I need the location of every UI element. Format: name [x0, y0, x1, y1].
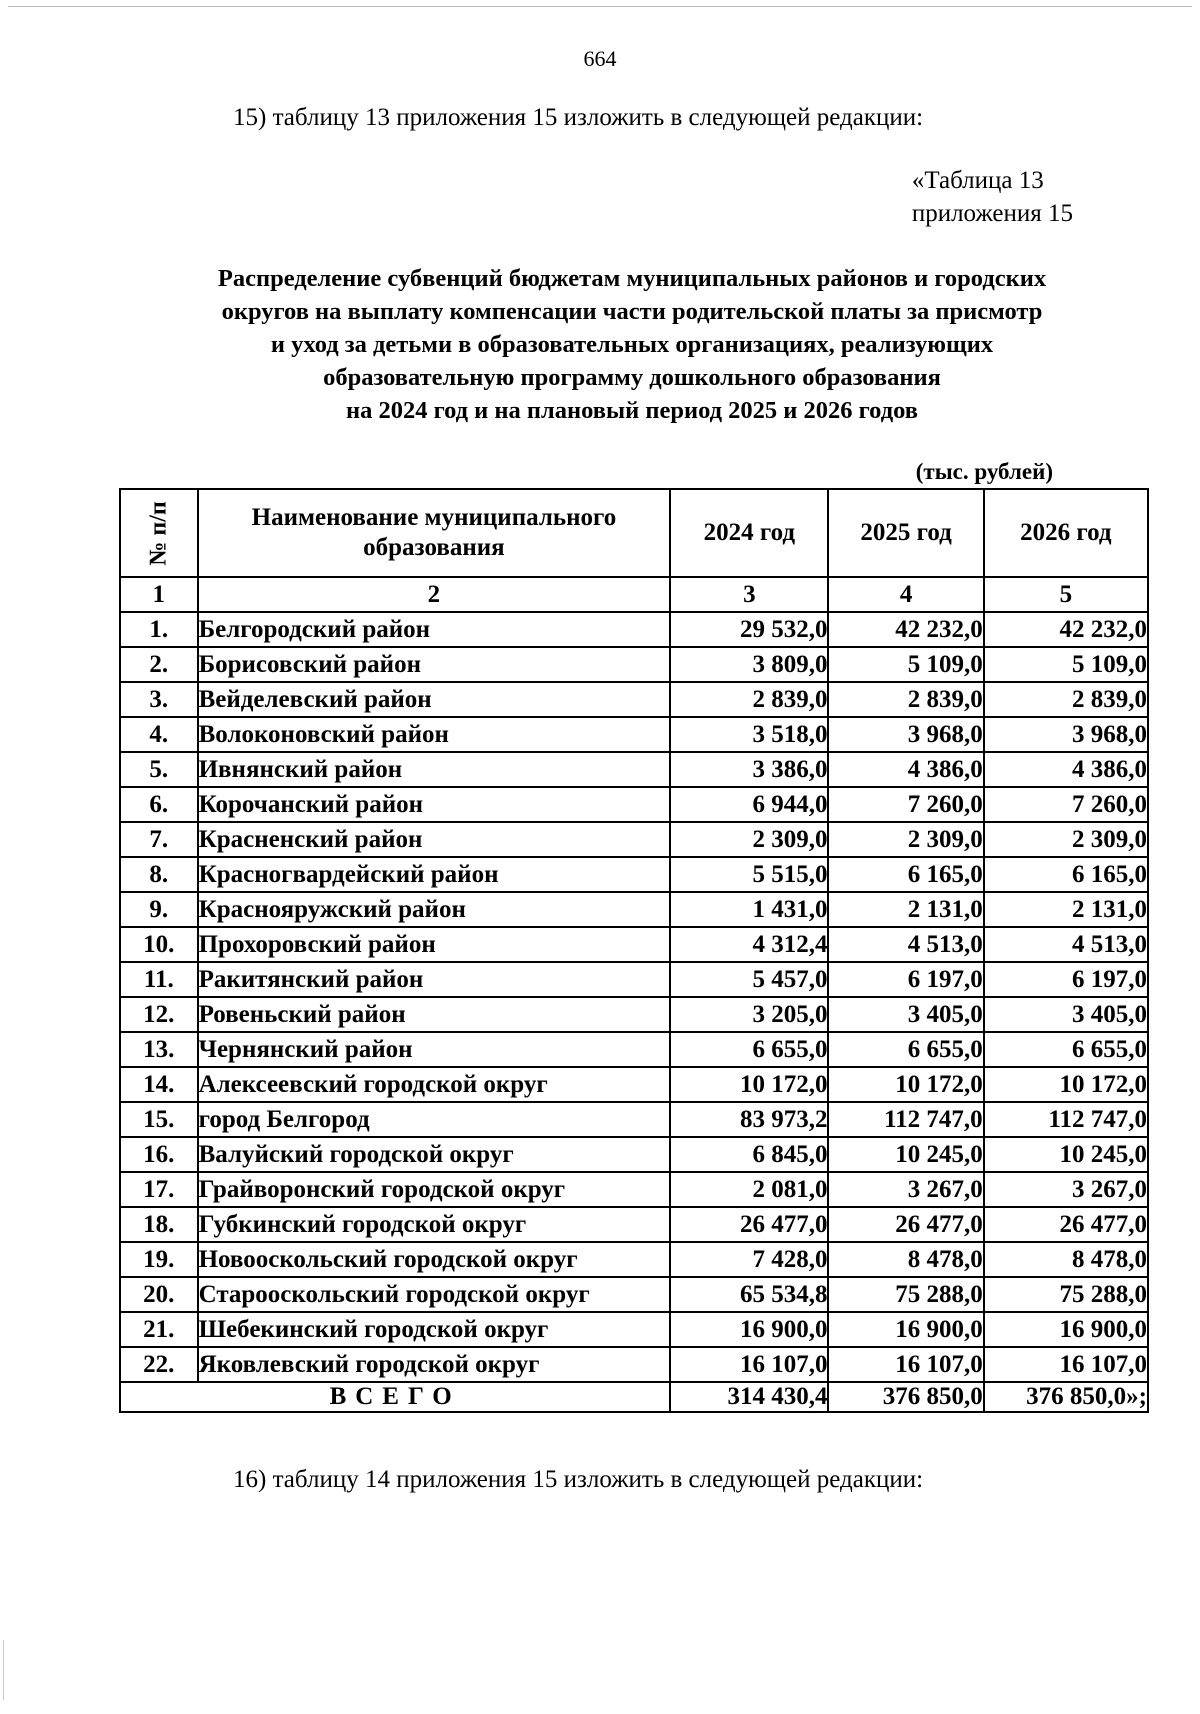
header-2025: 2025 год [828, 489, 983, 577]
table-reference [912, 164, 1073, 230]
row-number: 17. [120, 1172, 198, 1207]
heading-line-2: округов на выплату компенсации части родительской платы за присмотр [221, 298, 1043, 325]
total-row [120, 1382, 1148, 1412]
units-label: (тыс. рублей) [915, 459, 1053, 484]
header-2026: 2026 год [984, 489, 1148, 577]
row-number: 22. [120, 1347, 198, 1382]
row-number: 5. [120, 752, 198, 787]
value-2025: 2 839,0 [828, 682, 983, 717]
value-2026: 2 839,0 [984, 682, 1148, 717]
value-2026: 26 477,0 [984, 1207, 1148, 1242]
row-number: 19. [120, 1242, 198, 1277]
municipality-name: Ровеньский район [198, 997, 671, 1032]
value-2024: 2 309,0 [670, 822, 828, 857]
value-2025: 2 131,0 [828, 892, 983, 927]
table-row [120, 1277, 1148, 1312]
value-2024: 3 809,0 [670, 647, 828, 682]
table-reference-line-2: приложения 15 [911, 200, 1073, 227]
heading-line-5: на 2024 год и на плановый период 2025 и 2026 годов [345, 397, 918, 424]
municipality-name: Прохоровский район [198, 927, 671, 962]
value-2026: 2 309,0 [984, 822, 1148, 857]
table-row [120, 1032, 1148, 1067]
table-row [120, 962, 1148, 997]
value-2026: 7 260,0 [984, 787, 1148, 822]
table-row [120, 647, 1148, 682]
municipality-name: Ракитянский район [198, 962, 671, 997]
value-2024: 4 312,4 [670, 927, 828, 962]
value-2025: 6 197,0 [828, 962, 983, 997]
value-2024: 6 845,0 [670, 1137, 828, 1172]
value-2025: 10 245,0 [828, 1137, 983, 1172]
value-2026: 10 245,0 [984, 1137, 1148, 1172]
municipality-name: Корочанский район [198, 787, 671, 822]
value-2026: 42 232,0 [984, 612, 1148, 647]
value-2024: 26 477,0 [670, 1207, 828, 1242]
value-2024: 5 457,0 [670, 962, 828, 997]
scan-edge-line [3, 1640, 4, 1700]
value-2024: 10 172,0 [670, 1067, 828, 1102]
value-2026: 3 267,0 [984, 1172, 1148, 1207]
row-number: 13. [120, 1032, 198, 1067]
value-2026: 5 109,0 [984, 647, 1148, 682]
row-number: 18. [120, 1207, 198, 1242]
value-2026: 112 747,0 [984, 1102, 1148, 1137]
table-row [120, 857, 1148, 892]
table-header-row [120, 489, 1148, 577]
value-2025: 6 655,0 [828, 1032, 983, 1067]
value-2025: 5 109,0 [828, 647, 983, 682]
municipality-name: город Белгород [198, 1102, 671, 1137]
column-index-row [120, 577, 1148, 612]
municipality-name: Ивнянский район [198, 752, 671, 787]
table-row [120, 1172, 1148, 1207]
row-number: 10. [120, 927, 198, 962]
subvention-table [119, 488, 1149, 1413]
header-number [120, 489, 198, 577]
table-row [120, 1207, 1148, 1242]
value-2025: 6 165,0 [828, 857, 983, 892]
municipality-name: Валуйский городской округ [198, 1137, 671, 1172]
total-2024: 314 430,4 [670, 1382, 828, 1412]
row-number: 11. [120, 962, 198, 997]
value-2024: 3 518,0 [670, 717, 828, 752]
column-index: 2 [198, 577, 671, 612]
municipality-name: Борисовский район [198, 647, 671, 682]
value-2026: 6 197,0 [984, 962, 1148, 997]
value-2025: 16 900,0 [828, 1312, 983, 1347]
value-2024: 16 107,0 [670, 1347, 828, 1382]
header-number-label: № п/п [145, 501, 172, 566]
table-row [120, 997, 1148, 1032]
value-2024: 3 205,0 [670, 997, 828, 1032]
municipality-name: Краснояружский район [198, 892, 671, 927]
value-2026: 10 172,0 [984, 1067, 1148, 1102]
value-2026: 16 107,0 [984, 1347, 1148, 1382]
value-2024: 5 515,0 [670, 857, 828, 892]
table-row [120, 717, 1148, 752]
table-row [120, 1137, 1148, 1172]
value-2025: 16 107,0 [828, 1347, 983, 1382]
municipality-name: Яковлевский городской округ [198, 1347, 671, 1382]
table-row [120, 612, 1148, 647]
value-2025: 4 513,0 [828, 927, 983, 962]
value-2026: 3 405,0 [984, 997, 1148, 1032]
value-2026: 75 288,0 [984, 1277, 1148, 1312]
row-number: 1. [120, 612, 198, 647]
value-2025: 2 309,0 [828, 822, 983, 857]
municipality-name: Новооскольский городской округ [198, 1242, 671, 1277]
value-2026: 16 900,0 [984, 1312, 1148, 1347]
row-number: 15. [120, 1102, 198, 1137]
value-2025: 42 232,0 [828, 612, 983, 647]
value-2024: 29 532,0 [670, 612, 828, 647]
column-index: 3 [670, 577, 828, 612]
municipality-name: Волоконовский район [198, 717, 671, 752]
value-2025: 112 747,0 [828, 1102, 983, 1137]
column-index: 4 [828, 577, 983, 612]
row-number: 7. [120, 822, 198, 857]
table-row [120, 682, 1148, 717]
table-body [120, 612, 1148, 1382]
value-2026: 4 386,0 [984, 752, 1148, 787]
table-row [120, 822, 1148, 857]
table-row [120, 1102, 1148, 1137]
total-2025: 376 850,0 [828, 1382, 983, 1412]
heading-line-4: образовательную программу дошкольного образования [323, 364, 941, 391]
value-2025: 8 478,0 [828, 1242, 983, 1277]
value-2025: 3 267,0 [828, 1172, 983, 1207]
row-number: 14. [120, 1067, 198, 1102]
total-2026: 376 850,0»; [984, 1382, 1148, 1412]
value-2026: 8 478,0 [984, 1242, 1148, 1277]
value-2025: 3 405,0 [828, 997, 983, 1032]
column-index: 1 [120, 577, 198, 612]
municipality-name: Белгородский район [198, 612, 671, 647]
value-2024: 7 428,0 [670, 1242, 828, 1277]
row-number: 16. [120, 1137, 198, 1172]
row-number: 12. [120, 997, 198, 1032]
header-2024: 2024 год [670, 489, 828, 577]
municipality-name: Алексеевский городской округ [198, 1067, 671, 1102]
value-2024: 2 081,0 [670, 1172, 828, 1207]
row-number: 20. [120, 1277, 198, 1312]
table-row [120, 752, 1148, 787]
value-2026: 6 655,0 [984, 1032, 1148, 1067]
municipality-name: Старооскольский городской округ [198, 1277, 671, 1312]
value-2026: 4 513,0 [984, 927, 1148, 962]
municipality-name: Шебекинский городской округ [198, 1312, 671, 1347]
table-row [120, 1347, 1148, 1382]
value-2024: 2 839,0 [670, 682, 828, 717]
value-2024: 16 900,0 [670, 1312, 828, 1347]
value-2025: 75 288,0 [828, 1277, 983, 1312]
row-number: 8. [120, 857, 198, 892]
total-label: ВСЕГО [120, 1382, 670, 1412]
column-index: 5 [984, 577, 1148, 612]
municipality-name: Чернянский район [198, 1032, 671, 1067]
heading-line-1: Распределение субвенций бюджетам муниципальных районов и городских [217, 265, 1047, 292]
value-2024: 1 431,0 [670, 892, 828, 927]
table-row [120, 1312, 1148, 1347]
row-number: 9. [120, 892, 198, 927]
top-border-line [8, 6, 1192, 7]
value-2026: 2 131,0 [984, 892, 1148, 927]
value-2025: 7 260,0 [828, 787, 983, 822]
value-2025: 3 968,0 [828, 717, 983, 752]
row-number: 21. [120, 1312, 198, 1347]
municipality-name: Вейделевский район [198, 682, 671, 717]
table-row [120, 787, 1148, 822]
row-number: 3. [120, 682, 198, 717]
row-number: 6. [120, 787, 198, 822]
amendment-paragraph-15: 15) таблицу 13 приложения 15 изложить в следующей редакции: [233, 104, 924, 131]
value-2025: 10 172,0 [828, 1067, 983, 1102]
header-name: Наименование муниципального образования [198, 489, 671, 577]
municipality-name: Грайворонский городской округ [198, 1172, 671, 1207]
value-2024: 83 973,2 [670, 1102, 828, 1137]
municipality-name: Красненский район [198, 822, 671, 857]
value-2026: 3 968,0 [984, 717, 1148, 752]
value-2025: 4 386,0 [828, 752, 983, 787]
row-number: 4. [120, 717, 198, 752]
municipality-name: Губкинский городской округ [198, 1207, 671, 1242]
table-reference-line-1: «Таблица 13 [911, 167, 1044, 194]
table-row [120, 927, 1148, 962]
table-row [120, 1242, 1148, 1277]
municipality-name: Красногвардейский район [198, 857, 671, 892]
heading-line-3: и уход за детьми в образовательных организациях, реализующих [270, 331, 994, 358]
table-row [120, 892, 1148, 927]
value-2026: 6 165,0 [984, 857, 1148, 892]
value-2025: 26 477,0 [828, 1207, 983, 1242]
table-row [120, 1067, 1148, 1102]
amendment-paragraph-16: 16) таблицу 14 приложения 15 изложить в следующей редакции: [233, 1466, 924, 1493]
value-2024: 3 386,0 [670, 752, 828, 787]
table-heading [110, 262, 1154, 427]
page-number: 664 [583, 46, 617, 71]
value-2024: 65 534,8 [670, 1277, 828, 1312]
value-2024: 6 655,0 [670, 1032, 828, 1067]
row-number: 2. [120, 647, 198, 682]
value-2024: 6 944,0 [670, 787, 828, 822]
